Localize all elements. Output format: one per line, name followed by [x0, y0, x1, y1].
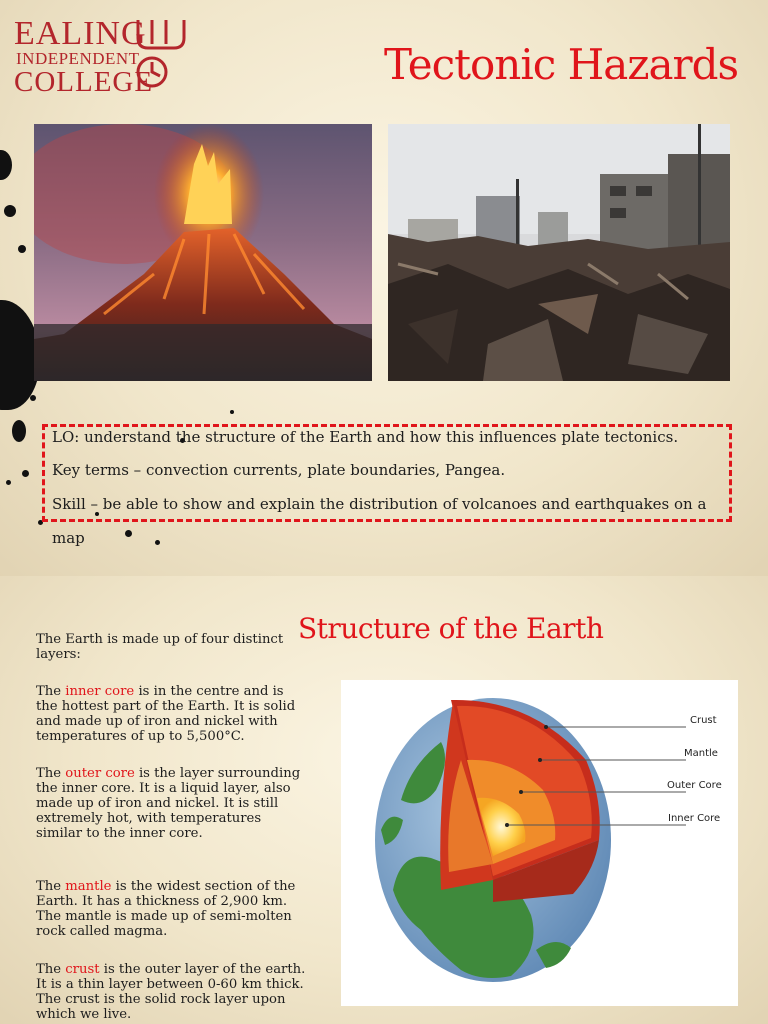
mantle-term: mantle: [65, 879, 112, 894]
label-crust: Crust: [690, 715, 717, 726]
volcano-photo: [34, 124, 372, 381]
logo-line-1: EALING: [14, 15, 147, 52]
text: The: [36, 962, 66, 977]
crust-term: crust: [65, 962, 100, 977]
slide-structure-of-earth: [0, 576, 768, 1024]
skill-objective: Skill – be able to show and explain the distribution of volcanoes and earthquakes on a: [52, 495, 707, 513]
text: The: [36, 766, 66, 781]
logo-line-3: COLLEGE: [14, 66, 154, 98]
earth-structure-diagram: [341, 680, 738, 1006]
inner-core-term: inner core: [65, 684, 135, 699]
label-outer-core: Outer Core: [667, 780, 722, 791]
earth-cutaway-icon: [341, 680, 738, 1006]
crown-clock-icon: [134, 18, 188, 90]
text: is the outer layer of the earth. It is a thin layer between 0-60 km thick. The crust is the solid rock layer upon which we live.: [36, 962, 306, 1022]
inner-core-paragraph: [36, 684, 308, 744]
learning-objective: LO: understand the structure of the Earth and how this influences plate tectonics.: [52, 428, 679, 446]
mantle-paragraph: [36, 879, 308, 939]
outer-core-term: outer core: [65, 766, 135, 781]
section-title: Structure of the Earth: [298, 612, 604, 645]
text: is in the centre and is the hottest part of the Earth. It is solid and made up of iron and nickel with temperatures of up to 5,500°C.: [36, 684, 296, 744]
intro-text: The Earth is made up of four distinct layers:: [36, 632, 284, 662]
label-mantle: Mantle: [684, 748, 718, 759]
outer-core-paragraph: [36, 766, 308, 841]
skill-objective-continued: map: [52, 529, 85, 547]
college-logo: [14, 15, 154, 98]
logo-line-2: INDEPENDENT: [16, 49, 140, 68]
label-inner-core: Inner Core: [668, 813, 721, 824]
text: The: [36, 684, 66, 699]
earthquake-rubble-photo: [388, 124, 730, 381]
text: is the widest section of the Earth. It has a thickness of 2,900 km. The mantle is made up of semi-molten rock called magma.: [36, 879, 296, 939]
text: The: [36, 879, 66, 894]
crust-paragraph: [36, 962, 308, 1022]
key-terms: Key terms – convection currents, plate boundaries, Pangea.: [52, 461, 506, 479]
text: is the layer surrounding the inner core. It is a liquid layer, also made up of iron and nickel. It is still extremely hot, with temperatures similar to the inner core.: [36, 766, 301, 841]
page-title: Tectonic Hazards: [384, 40, 739, 89]
